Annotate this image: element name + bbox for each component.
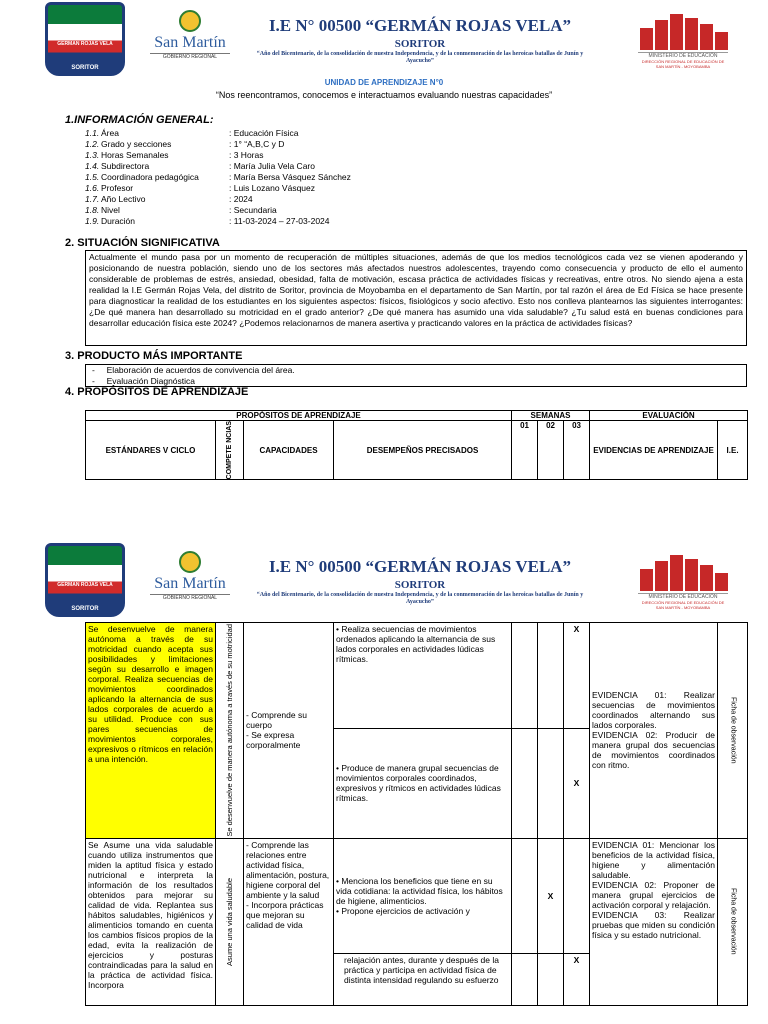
unit-subtitle: “Nos reencontramos, conocemos e interactuamos evaluando nuestras capacidades” [215, 90, 553, 100]
school-place: SORITOR [394, 38, 446, 50]
week-2: 02 [538, 421, 564, 480]
col-performances: DESEMPEÑOS PRECISADOS [334, 421, 512, 480]
info-row: 1.1. Área : Educación Física [85, 128, 299, 138]
week3-mark-1a: X [564, 623, 590, 729]
evidence-cell-2: EVIDENCIA 01: Mencionar los beneficios de la actividad física, higiene y alimentación saludable. EVIDENCIA 02: Proponer de manera grupal ejercicios de activación corporal y relajación. EVIDENCIA 03: Realizar pruebas que miden su condición física y su estado nutricional. [590, 838, 718, 1005]
capacities-cell-1: - Comprende su cuerpo - Se expresa corporalmente [244, 623, 334, 839]
minedu-logo [638, 12, 728, 70]
week-1: 01 [512, 421, 538, 480]
shield-foot: SORITOR [71, 606, 99, 612]
school-title: I.E N° 00500 “GERMÁN ROJAS VELA” [268, 16, 572, 35]
situation-text: Actualmente el mundo pasa por un momento de recuperación de múltiples situaciones, además de que los medios tecnológicos cada vez se vienen apoderando y posicionando de nuestra población, siendo uno de los sectores más afectados nuestros adolescentes, trayendo como consecuencia y producto de ello el aumento considerable de problemas de estrés, ansiedad, obesidad, falta de motivación, escasa práctica de actividades físicas y recreativas, entre otros. No siendo ajena a esta realidad la I.E Germán Rojas Vela, del distrito de Soritor, provincia de Moyobamba en el departamento de San Martín, por tal razón el área de Ed Física se hace presente para diagnosticar la realidad de los estudiantes en los siguientes aspectos: físicos, fisiológicos y socio afectivo. Esto nos conlleva plantearnos las siguientes interrogantes: ¿De qué manera han desarrollado su motricidad en el grado anterior? ¿De qué manera has asumido una vida saludable? ¿Tu salud está en buenas condiciones para desarrollar educación física este 2024? ¿Podemos relacionarnos de manera asertiva y practicando valores en la práctica de actividades físicas? [85, 250, 747, 346]
info-row: 1.8. Nivel : Secundaria [85, 205, 277, 215]
performance-2b: relajación antes, durante y después de la práctica y participa en actividad física de distinta intensidad regulando su esfuerzo [334, 953, 512, 1005]
page2-header [0, 543, 768, 623]
shield-text: GERMAN ROJAS VELA [57, 41, 113, 47]
school-place: SORITOR [394, 579, 446, 591]
performance-1a: • Realiza secuencias de movimientos ordenados aplicando la alternancia de sus lados corporales en actividades lúdicas rítmicas. [334, 623, 512, 729]
minedu-bars-icon [638, 12, 728, 50]
col-ie: I.E. [718, 421, 748, 480]
info-row: 1.7. Año Lectivo : 2024 [85, 194, 253, 204]
minedu-sub: DIRECCIÓN REGIONAL DE EDUCACIÓN DE SAN MARTÍN - MOYOBAMBA [641, 600, 725, 610]
shield-text: GERMAN ROJAS VELA [57, 582, 113, 588]
product-box [85, 364, 747, 387]
performance-1b: • Produce de manera grupal secuencias de movimientos corporales coordinados, expresivos y rítmicos en actividades lúdicas rítmicas. [334, 728, 512, 838]
info-list [85, 128, 351, 227]
unit-heading [0, 78, 768, 100]
info-row: 1.4. Subdirectora : María Julia Vela Caro [85, 161, 315, 171]
page1-header [0, 2, 768, 82]
school-motto: “Año del Bicentenario, de la consolidación de nuestra Independencia, y de la conmemoración de las heroicas batallas de Junín y Ayacucho” [256, 51, 584, 64]
week3-mark-2b: X [564, 953, 590, 1005]
region-crest-icon [179, 551, 201, 573]
minedu-label: MINISTERIO DE EDUCACIÓN [638, 593, 728, 600]
performance-2a: • Menciona los beneficios que tiene en su vida cotidiana: la actividad física, los hábitos de higiene, alimenticios. • Propone ejercicios de activación y [334, 838, 512, 953]
competency-cell-2: Asume una vida saludable [216, 838, 244, 1005]
shield-foot: SORITOR [71, 65, 99, 71]
minedu-label: MINISTERIO DE EDUCACIÓN [638, 52, 728, 59]
school-motto: “Año del Bicentenario, de la consolidación de nuestra Independencia, y de la conmemoración de las heroicas batallas de Junín y Ayacucho” [256, 592, 584, 605]
school-shield-logo [45, 543, 125, 617]
school-shield-logo [45, 2, 125, 76]
purposes-table-header [85, 410, 748, 480]
minedu-logo [638, 553, 728, 611]
minedu-bars-icon [638, 553, 728, 591]
region-name: San Martín [154, 575, 226, 592]
info-row: 1.5. Coordinadora pedagógica : María Bersa Vásquez Sánchez [85, 172, 351, 182]
product-heading: 3. PRODUCTO MÁS IMPORTANTE [65, 350, 243, 362]
info-row: 1.2. Grado y secciones : 1° “A,B,C y D [85, 139, 285, 149]
col-evidence: EVIDENCIAS DE APRENDIZAJE [590, 421, 718, 480]
purposes-heading: 4. PROPÓSITOS DE APRENDIZAJE [65, 386, 249, 398]
instrument-cell-1: Ficha de observación [718, 623, 748, 839]
product-item: - Evaluación Diagnóstica [92, 376, 195, 386]
info-row: 1.3. Horas Semanales : 3 Horas [85, 150, 264, 160]
capacities-cell-2: - Comprende las relaciones entre actividad física, alimentación, postura, higiene corporal del ambiente y la salud - Incorpora prácticas que mejoran su calidad de vida [244, 838, 334, 1005]
standard-cell-2: Se Asume una vida saludable cuando utiliza instrumentos que miden la aptitud física y estado nutricional e interpreta la información de los resultados obtenidos para mejorar su calidad de vida. Replantea sus hábitos saludables, higiénicos y alimenticios tomando en cuenta los cambios físicos propios de la edad, evita la realización de ejercicios y posturas contraindicadas para la salud en la práctica de actividad física. Incorpora [86, 838, 216, 1005]
group-purposes: PROPÓSITOS DE APRENDIZAJE [86, 411, 512, 421]
week2-mark-2a: X [538, 838, 564, 953]
week3-mark-1b: X [564, 728, 590, 838]
school-heading [250, 557, 590, 606]
region-sub: GOBIERNO REGIONAL [150, 53, 230, 60]
info-row: 1.6. Profesor : Luis Lozano Vásquez [85, 183, 316, 193]
product-item: - Elaboración de acuerdos de convivencia del área. [92, 365, 295, 375]
week-3: 03 [564, 421, 590, 480]
school-heading [250, 16, 590, 65]
standard-cell-1: Se desenvuelve de manera autónoma a través de su motricidad cuando acepta sus posibilidades y limitaciones según su desarrollo e imagen corporal. Realiza secuencias de movimientos coordinados aplicando la alternancia de sus lados corporales de acuerdo a su utilidad. Produce con sus pares secuencias de movimientos corporales, expresivos o rítmicos en relación a una intención. [86, 623, 216, 839]
col-competencies: COMPETE NCIAS [216, 421, 244, 480]
col-standards: ESTÁNDARES V CICLO [86, 421, 216, 480]
region-crest-icon [179, 10, 201, 32]
school-title: I.E N° 00500 “GERMÁN ROJAS VELA” [268, 557, 572, 576]
minedu-sub: DIRECCIÓN REGIONAL DE EDUCACIÓN DE SAN MARTÍN - MOYOBAMBA [641, 59, 725, 69]
region-logo [150, 10, 230, 70]
instrument-cell-2: Ficha de observación [718, 838, 748, 1005]
region-logo [150, 551, 230, 611]
region-sub: GOBIERNO REGIONAL [150, 594, 230, 601]
group-eval: EVALUACIÓN [590, 411, 748, 421]
unit-title: UNIDAD DE APRENDIZAJE N°0 [324, 78, 444, 87]
situation-heading: 2. SITUACIÓN SIGNIFICATIVA [65, 237, 220, 249]
competency-cell-1: Se desenvuelve de manera autónoma a través de su motricidad [216, 623, 244, 839]
col-capacities: CAPACIDADES [244, 421, 334, 480]
group-weeks: SEMANAS [512, 411, 590, 421]
purposes-table-body [85, 622, 748, 1006]
region-name: San Martín [154, 34, 226, 51]
evidence-cell-1: EVIDENCIA 01: Realizar secuencias de movimientos coordinados alternando sus lados corporales. EVIDENCIA 02: Producir de manera grupal dos secuencias de movimientos coordinados con ritmo. [590, 623, 718, 839]
info-heading: 1.INFORMACIÓN GENERAL: [65, 114, 214, 126]
info-row: 1.9. Duración : 11-03-2024 – 27-03-2024 [85, 216, 330, 226]
